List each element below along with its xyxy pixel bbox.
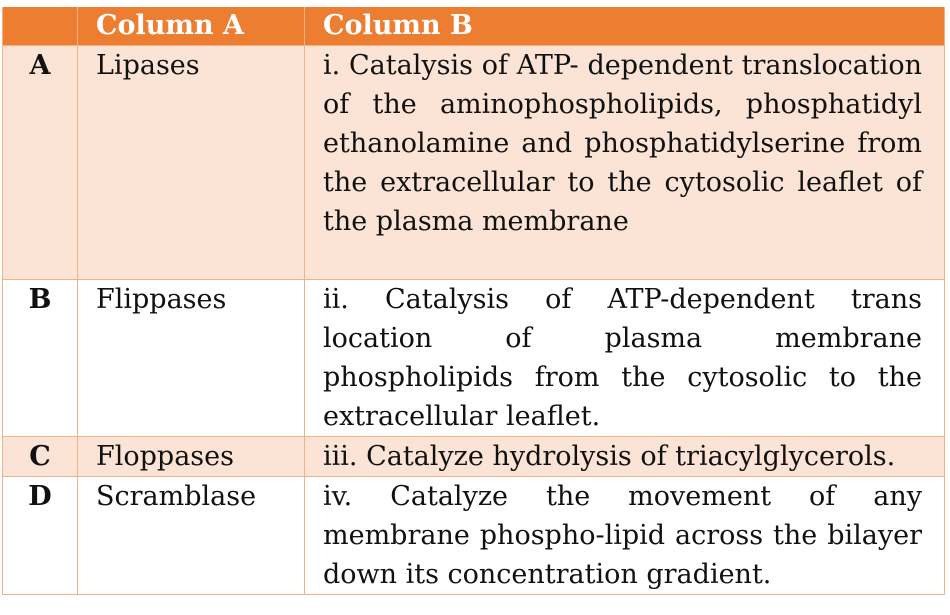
table-row [3,477,945,595]
table-row [3,280,945,437]
column-a-header: Column A [78,7,305,46]
row-description: ii. Catalysis of ATP-dependent trans location of plasma membrane phospholipids from the cytosolic to the extracellular leaflet. [305,280,945,437]
header-blank-cell [3,7,78,46]
row-enzyme: Flippases [78,280,305,437]
row-description: i. Catalysis of ATP- dependent translocation of the aminophospholipids, phosphatidyl ethanolamine and phosphatidylserine from the extracellular to the cytosolic leaflet of the plasma membrane [305,46,945,280]
row-enzyme: Lipases [78,46,305,280]
table-row [3,437,945,477]
column-b-header: Column B [305,7,945,46]
match-table [2,7,945,595]
table-row [3,46,945,280]
row-enzyme: Scramblase [78,477,305,595]
row-letter: A [3,46,78,280]
row-letter: C [3,437,78,477]
row-description: iii. Catalyze hydrolysis of triacylglycerols. [305,437,945,477]
header-row [3,7,945,46]
row-description: iv. Catalyze the movement of any membrane phospho-lipid across the bilayer down its concentration gradient. [305,477,945,595]
row-letter: B [3,280,78,437]
row-enzyme: Floppases [78,437,305,477]
row-letter: D [3,477,78,595]
